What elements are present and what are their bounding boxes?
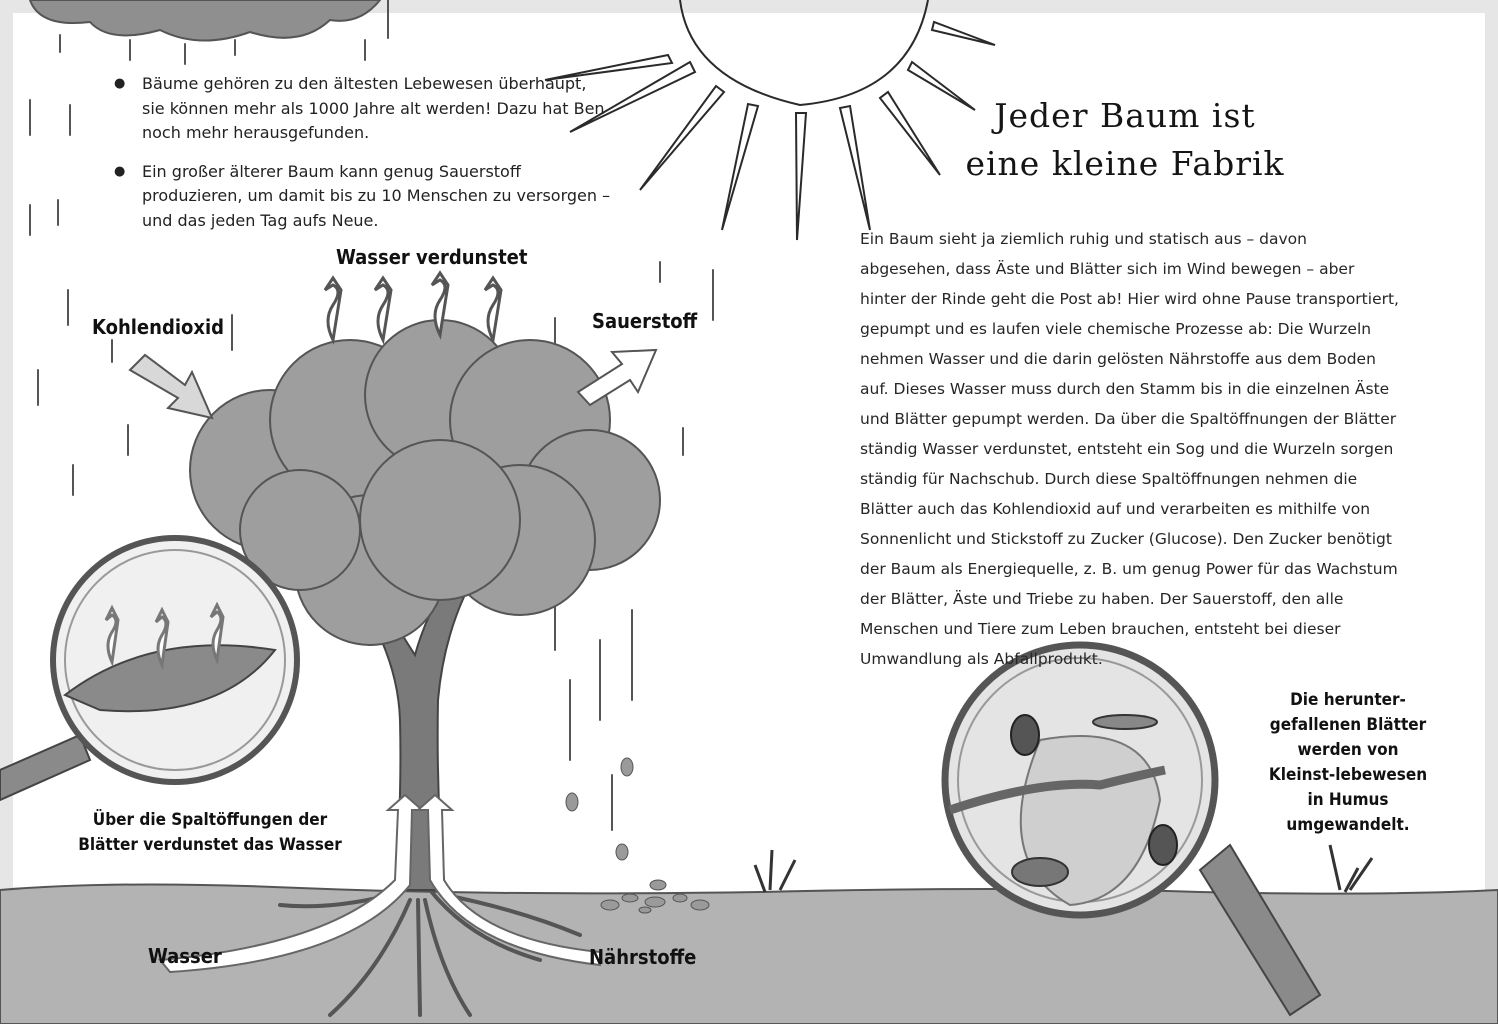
fact-item: ● Bäume gehören zu den ältesten Lebewesen überhaupt, sie können mehr als 1000 Jahre alt werden! Dazu hat Ben noch mehr herausgefunden.	[112, 72, 612, 146]
body-paragraph: Ein Baum sieht ja ziemlich ruhig und statisch aus – davon abgesehen, dass Äste und Blätter sich im Wind bewegen – aber hinter der Rinde geht die Post ab! Hier wird ohne Pause transportiert, gepumpt und es laufen viele chemische Prozesse ab: Die Wurzeln nehmen Wasser und die darin gelösten Nährstoffe aus dem Boden auf. Dieses Wasser muss durch den Stamm bis in die einzelnen Äste und Blätter gepumpt werden. Da über die Spaltöffnungen der Blätter ständig Wasser verdunstet, entsteht ein Sog und die Wurzeln sorgen ständig für Nachschub. Durch diese Spaltöffnungen nehmen die Blätter auch das Kohlendioxid auf und verarbeiten es mithilfe von Sonnenlicht und Stickstoff zu Zucker (Glucose). Den Zucker benötigt der Baum als Energiequelle, z. B. um genug Power für das Wachstum der Blätter, Äste und Triebe zu haben. Der Sauerstoff, den alle Menschen und Tiere zum Leben brauchen, entsteht bei dieser Umwandlung als Abfallprodukt.	[860, 230, 1399, 668]
label-water-evaporates: Wasser verdunstet	[336, 245, 528, 269]
label-oxygen: Sauerstoff	[592, 309, 698, 333]
co2-arrow	[130, 355, 212, 418]
label-nutrients: Nährstoffe	[589, 945, 697, 969]
title-line-1: Jeder Baum ist	[994, 96, 1256, 135]
sun	[545, 0, 995, 240]
fact-list	[112, 72, 612, 247]
leaf-magnifier	[0, 538, 297, 800]
pebbles	[566, 758, 709, 913]
fact-item: ● Ein großer älterer Baum kann genug Sauerstoff produzieren, um damit bis zu 10 Menschen zu versorgen – und das jeden Tag aufs Neue.	[112, 160, 612, 234]
title-line-2: eine kleine Fabrik	[965, 144, 1285, 183]
caption-humus: Die herunter-gefallenen Blätter werden von Kleinst-lebewesen in Humus umgewandelt.	[1268, 690, 1428, 835]
rain-cloud	[30, 0, 380, 41]
label-water: Wasser	[148, 944, 222, 968]
page-title	[960, 92, 1290, 188]
caption-stomata: Über die Spaltöffungen der Blätter verdunstet das Wasser	[78, 810, 342, 855]
label-co2: Kohlendioxid	[92, 315, 225, 339]
